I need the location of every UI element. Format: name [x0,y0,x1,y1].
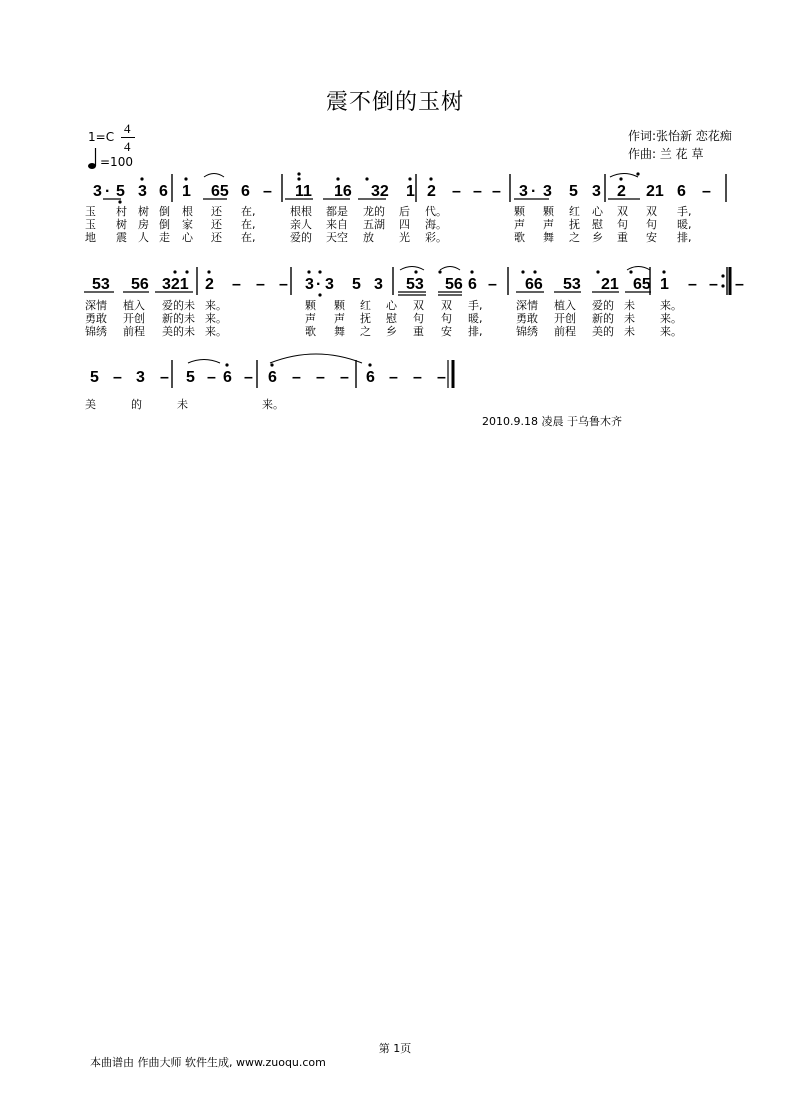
lyric: 根根 [290,205,312,218]
lyric: 还 [211,231,222,244]
lyric: 四 [399,218,410,231]
octave-dot-high [414,270,417,273]
lyric: 双 [617,205,628,218]
note: – [232,276,241,293]
lyric: 暖, [468,312,483,325]
song-title: 震不倒的玉树 [325,90,464,115]
note: 3 [374,276,383,293]
lyric: 声 [305,312,316,325]
note: 3 [519,183,528,200]
lyric: 舞 [543,231,554,244]
lyric: 句 [646,218,657,231]
lyric: 村 [116,205,127,218]
octave-dot-high [185,270,188,273]
lyric: 树 [138,205,149,218]
note: 6 [468,276,477,293]
lyric: 安 [646,231,657,244]
lyric: 双 [646,205,657,218]
lyric: 未 [624,299,635,312]
lyric: 震 [116,231,127,244]
lyric: 手, [468,299,483,312]
lyric: 倒 [159,205,170,218]
note: 5 [352,276,361,293]
note: – [709,276,718,293]
note: 3 [93,183,102,200]
note: – [292,369,301,386]
tempo-value: =100 [100,155,133,169]
note: 3 [305,276,314,293]
note: – [340,369,349,386]
octave-dot-high [270,363,273,366]
note: – [263,183,272,200]
note: 2 [427,183,436,200]
note: 321 [162,276,189,293]
lyric: 光 [399,231,410,244]
lyric: 未 [624,325,635,338]
note: 6 [223,369,232,386]
note: – [688,276,697,293]
lyric: 未 [624,312,635,325]
note: 21 [601,276,619,293]
lyric: 走 [159,231,170,244]
note: 6 [268,369,277,386]
note: 3 [325,276,334,293]
octave-dot-high [438,270,441,273]
note: 1 [660,276,669,293]
lyric: 放 [363,231,374,244]
note: 5 [186,369,195,386]
lyric: 颗 [514,205,525,218]
note: 11 [295,183,312,200]
note: 3 [592,183,601,200]
lyric: 慰 [592,218,603,231]
lyric: 抚 [360,312,371,325]
lyric: 勇敢 [516,312,538,325]
lyric: 爱的 [592,299,614,312]
lyric: 颗 [334,299,345,312]
lyric: 深情 [85,299,107,312]
octave-dot-high [429,177,432,180]
lyric: 植入 [123,299,145,312]
octave-dot-high [184,177,187,180]
lyric: 五湖 [363,218,385,231]
lyric: 彩。 [425,231,447,244]
lyric: 亲人 [290,218,312,231]
note: – [413,369,422,386]
note: 65 [211,183,229,200]
lyric: 慰 [386,312,397,325]
lyric: 之 [569,231,580,244]
lyric: 安 [441,325,452,338]
octave-dot-high [365,177,368,180]
lyric: 乡 [592,231,603,244]
lyric: 玉 [85,218,96,231]
note: · [531,183,537,200]
note: 56 [445,276,463,293]
note: 16 [334,183,352,200]
lyric: 乡 [386,325,397,338]
octave-dot-high [636,172,639,175]
note: – [492,183,501,200]
time-signature-numerator: 4 [124,121,131,136]
note: – [244,369,253,386]
note: 3 [136,369,145,386]
lyric: 锦绣 [85,325,107,338]
lyric: 来。 [205,325,227,338]
composer-credit: 作曲: 兰 花 草 [628,147,704,161]
generator-note: 本曲谱由 作曲大师 软件生成, www.zuoqu.com [90,1056,326,1069]
octave-dot-high [662,270,665,273]
lyric: 未 [177,398,188,411]
lyric: 在, [241,231,256,244]
lyric: 人 [138,231,149,244]
lyric: 海。 [425,218,447,231]
lyric: 新的 [592,312,614,325]
lyric: 句 [617,218,628,231]
date-note: 2010.9.18 凌晨 于乌鲁木齐 [482,415,622,428]
note: 5 [569,183,578,200]
note: 1 [406,183,415,200]
note: 21 [646,183,664,200]
lyric: 树 [116,218,127,231]
note: – [389,369,398,386]
octave-dot-high [297,172,300,175]
octave-dot-high [297,177,300,180]
lyric: 红 [360,299,371,312]
lyric: 红 [569,205,580,218]
note: – [207,369,216,386]
lyric: 来。 [205,299,227,312]
octave-dot-low [318,293,321,296]
lyric: 来。 [660,325,682,338]
lyric: 重 [617,231,628,244]
note: 2 [205,276,214,293]
octave-dot-high [596,270,599,273]
lyric: 声 [514,218,525,231]
octave-dot-high [336,177,339,180]
time-signature-denominator: 4 [124,139,131,154]
lyric: 心 [182,231,193,244]
repeat-dot [721,274,724,277]
lyric: 来。 [660,312,682,325]
note: 65 [633,276,651,293]
lyric: 倒 [159,218,170,231]
lyric: 还 [211,205,222,218]
octave-dot-high [521,270,524,273]
lyric: 重 [413,325,424,338]
note: 53 [92,276,110,293]
lyric: 后 [399,205,410,218]
note: · [105,183,111,200]
lyric: 龙的 [363,205,385,218]
note: 5 [90,369,99,386]
lyric: 天空 [326,231,348,244]
lyric: 前程 [554,325,576,338]
note: – [160,369,169,386]
lyric: 排, [677,231,692,244]
lyric: 开创 [554,312,576,325]
octave-dot-high [307,270,310,273]
lyric: 植入 [554,299,576,312]
note: 6 [677,183,686,200]
lyric: 双 [413,299,424,312]
note: – [473,183,482,200]
lyric: 的 [131,398,142,411]
note: – [488,276,497,293]
note: 2 [617,183,626,200]
lyric: 歌 [514,231,525,244]
lyric: 新的未 [162,312,195,325]
lyric: 手, [677,205,692,218]
octave-dot-low [118,200,121,203]
octave-dot-high [470,270,473,273]
octave-dot-high [368,363,371,366]
lyric: 开创 [123,312,145,325]
lyric: 勇敢 [85,312,107,325]
lyric: 地 [85,231,96,244]
lyric: 美的 [592,325,614,338]
lyric: 锦绣 [516,325,538,338]
note: – [256,276,265,293]
lyric: 来。 [205,312,227,325]
note: – [316,369,325,386]
octave-dot-high [619,177,622,180]
note: 66 [525,276,543,293]
note: 3 [543,183,552,200]
lyricist-credit: 作词:张怡新 恋花痴 [628,129,732,143]
octave-dot-high [408,177,411,180]
lyric: 爱的 [290,231,312,244]
note: – [702,183,711,200]
lyric: 美的未 [162,325,195,338]
tie [627,267,650,271]
lyric: 根 [182,205,193,218]
lyric: 声 [334,312,345,325]
lyric: 深情 [516,299,538,312]
lyric: 心 [386,299,397,312]
octave-dot-high [225,363,228,366]
lyric: 句 [441,312,452,325]
note: – [735,276,744,293]
lyric: 房 [138,218,149,231]
note: – [279,276,288,293]
lyric: 声 [543,218,554,231]
lyric: 美 [85,398,96,411]
lyric: 来。 [262,398,284,411]
lyric: 颗 [305,299,316,312]
lyric: 家 [182,218,193,231]
note: 5 [116,183,125,200]
note: 53 [406,276,424,293]
note: · [316,276,322,293]
lyric: 在, [241,205,256,218]
octave-dot-high [207,270,210,273]
tie [204,174,224,178]
note: – [452,183,461,200]
note: – [437,369,446,386]
octave-dot-high [173,270,176,273]
lyric: 还 [211,218,222,231]
lyric: 前程 [123,325,145,338]
lyric: 暖, [677,218,692,231]
note: 6 [241,183,250,200]
lyric: 之 [360,325,371,338]
tie [440,267,460,271]
lyric: 心 [592,205,603,218]
octave-dot-high [629,270,632,273]
note: 32 [371,183,389,200]
lyric: 舞 [334,325,345,338]
tie [270,354,362,363]
tie [188,360,220,364]
lyric: 爱的未 [162,299,195,312]
note: 56 [131,276,149,293]
key-signature: 1=C [88,130,115,144]
tie [400,267,424,271]
lyric: 都是 [326,205,348,218]
lyric: 颗 [543,205,554,218]
note: 53 [563,276,581,293]
note: – [113,369,122,386]
lyric: 排, [468,325,483,338]
lyric: 在, [241,218,256,231]
lyric: 歌 [305,325,316,338]
note: 6 [159,183,168,200]
octave-dot-high [140,177,143,180]
lyric: 代。 [425,205,447,218]
tie [610,174,638,178]
lyric: 抚 [569,218,580,231]
octave-dot-high [533,270,536,273]
page-number: 第 1页 [378,1042,412,1055]
note: 6 [366,369,375,386]
lyric: 来。 [660,299,682,312]
note: 1 [182,183,191,200]
repeat-dot [721,284,724,287]
lyric: 来自 [326,218,348,231]
lyric: 双 [441,299,452,312]
lyric: 句 [413,312,424,325]
lyric: 玉 [85,205,96,218]
octave-dot-high [318,270,321,273]
note: 3 [138,183,147,200]
